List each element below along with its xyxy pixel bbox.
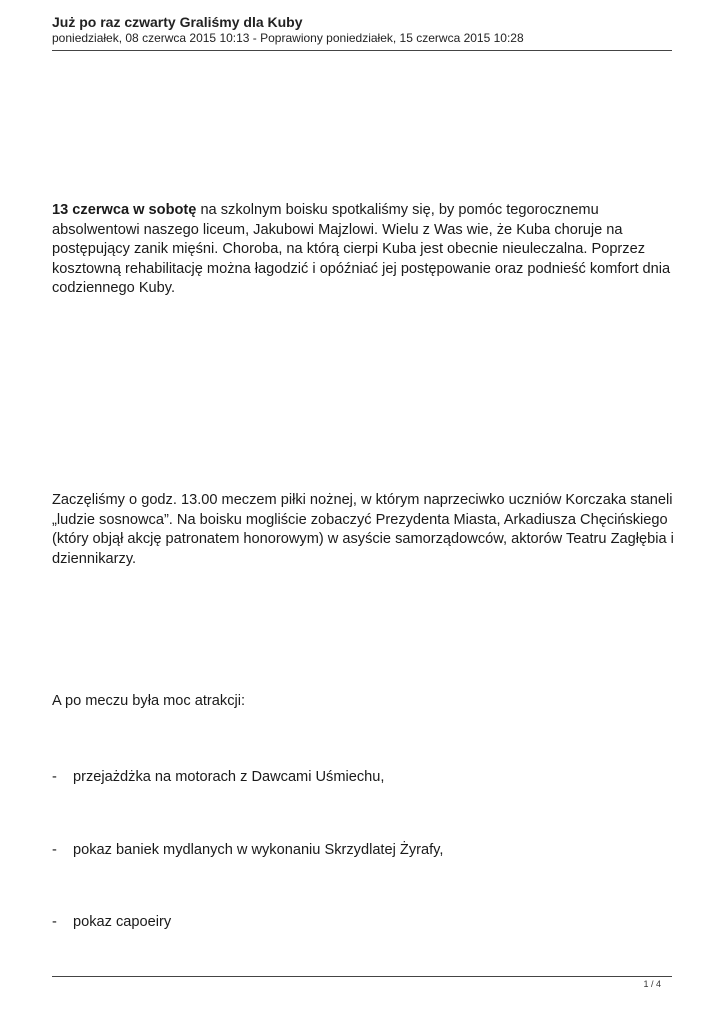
list-dash: -: [52, 914, 57, 930]
list-item-text: pokaz capoeiry: [73, 914, 172, 930]
document-title: Już po raz czwarty Graliśmy dla Kuby: [52, 14, 303, 30]
list-item: [52, 768, 672, 788]
page-number: 1 / 4: [643, 979, 661, 989]
list-item-text: przejażdżka na motorach z Dawcami Uśmiechu,: [73, 769, 385, 785]
paragraph-intro-lead: 13 czerwca w sobotę: [52, 202, 197, 218]
footer-divider: [52, 976, 672, 977]
list-item: [52, 913, 672, 933]
paragraph-intro-text: na szkolnym boisku spotkaliśmy się, by pomóc tegorocznemu absolwentowi naszego liceum, Jakubowi Majzlowi. Wielu z Was wie, że Kuba choruje na postępujący zanik mięśni. Choroba, na którą cierpi Kuba jest obecnie nieuleczalna. Poprzez kosztowną rehabilitację można łagodzić i opóźniać jej postępowanie oraz podnieść komfort dnia codziennego Kuby.: [52, 202, 671, 297]
paragraph-intro: [52, 201, 677, 299]
document-meta: poniedziałek, 08 czerwca 2015 10:13 - Poprawiony poniedziałek, 15 czerwca 2015 10:28: [52, 31, 524, 45]
list-item: [52, 841, 672, 861]
list-dash: -: [52, 842, 57, 858]
paragraph-match: Zaczęliśmy o godz. 13.00 meczem piłki nożnej, w którym naprzeciwko uczniów Korczaka staneli „ludzie sosnowca”. Na boisku mogliście zobaczyć Prezydenta Miasta, Arkadiusza Chęcińskiego (który objął akcję patronatem honorowym) w asyście samorządowców, aktorów Teatru Zagłębia i dziennikarzy.: [52, 492, 674, 567]
header-divider: [52, 50, 672, 51]
list-dash: -: [52, 769, 57, 785]
document-header: [52, 14, 672, 46]
paragraph-attractions: A po meczu była moc atrakcji:: [52, 693, 246, 709]
list-item-text: pokaz baniek mydlanych w wykonaniu Skrzydlatej Żyrafy,: [73, 842, 444, 858]
